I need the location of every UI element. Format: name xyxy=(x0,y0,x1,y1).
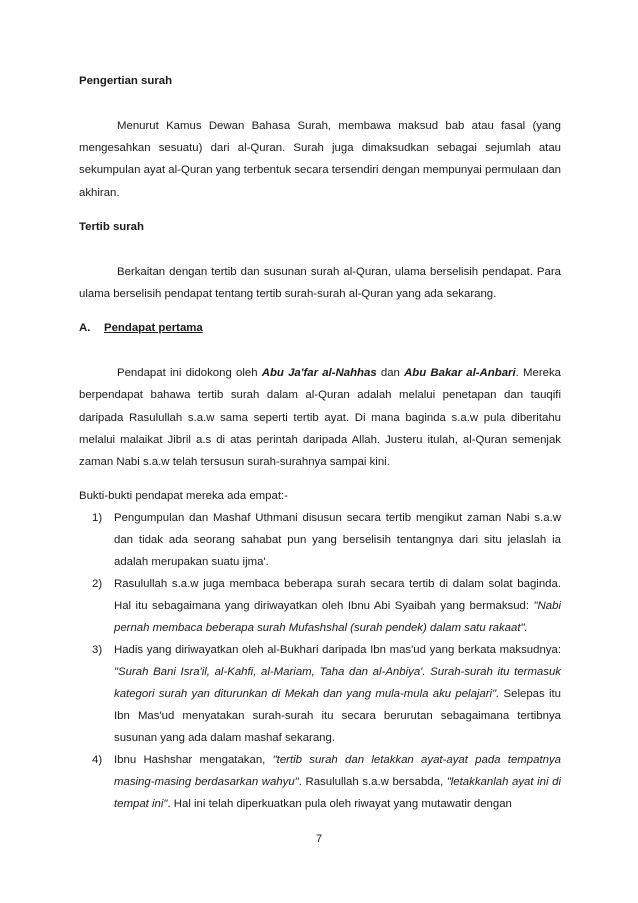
bukti-intro: Bukti-bukti pendapat mereka ada empat:- xyxy=(79,490,288,503)
text-run: . Mereka berpendapat bahawa tertib surah dalam al-Quran adalah melalui penetapan dan tauqifi daripada Rasulullah s.a.w sama seperti tertib ayat. Di mana baginda s.a.w pula diberitahu melalui malaikat Jibril a.s di atas perintah daripada Allah. Justeru itulah, al-Quran semenjak zaman Nabi s.a.w telah tersusun surah-surahnya sampai kini. xyxy=(79,367,561,469)
list-item xyxy=(79,749,561,815)
list-item-text xyxy=(114,573,561,639)
document-page xyxy=(79,70,561,815)
scholar-name-nahhas: Abu Ja'far al-Nahhas xyxy=(261,367,377,380)
section-pengertian xyxy=(79,70,561,204)
section-bukti xyxy=(79,485,561,815)
list-number: 3) xyxy=(92,644,103,657)
list-item-text xyxy=(114,639,561,749)
section-tertib xyxy=(79,216,561,305)
section-marker: A. xyxy=(79,322,91,335)
heading-tertib-surah: Tertib surah xyxy=(79,220,144,233)
list-item-text: Pengumpulan dan Mashaf Uthmani disusun secara tertib mengikut zaman Nabi s.a.w dan tidak ada seorang sahabat pun yang berselisih tentangnya dari situ jelaslah ia adalah merupakan suatu ijma'. xyxy=(114,512,561,569)
paragraph-tertib: Berkaitan dengan tertib dan susunan surah al-Quran, ulama berselisih pendapat. Para ulama berselisih pendapat tentang tertib surah-surah al-Quran yang ada sekarang. xyxy=(79,265,561,301)
list-item xyxy=(79,639,561,749)
quote: "letakkanlah ayat ini di tempat ini" xyxy=(114,776,561,811)
bukti-list xyxy=(79,507,561,815)
section-pendapat-pertama xyxy=(79,317,561,473)
quote: "tertib surah dan letakkan ayat-ayat pada tempatnya masing-masing berdasarkan wahyu" xyxy=(114,754,561,789)
page-number: 7 xyxy=(315,833,323,845)
text-run: Hadis yang diriwayatkan oleh al-Bukhari daripada Ibn mas'ud yang berkata maksudnya: xyxy=(114,644,561,657)
paragraph-pengertian: Menurut Kamus Dewan Bahasa Surah, membawa maksud bab atau fasal (yang mengesahkan sesuatu) dari al-Quran. Surah juga dimaksudkan sebagai sejumlah atau sekumpulan ayat al-Quran yang terbentuk secara tersendiri dengan mempunyai permulaan dan akhiran. xyxy=(79,120,561,199)
section-title: Pendapat pertama xyxy=(104,322,203,335)
quote: "Nabi pernah membaca beberapa surah Mufashshal (surah pendek) dalam satu rakaat". xyxy=(114,600,561,635)
list-item xyxy=(79,573,561,639)
heading-pengertian-surah: Pengertian surah xyxy=(79,75,173,87)
quote: "Surah Bani Isra'il, al-Kahfi, al-Mariam, Taha dan al-Anbiya'. Surah-surah itu termasuk kategori surah yan diturunkan di Mekah dan yang mula-mula aku pelajari". xyxy=(114,666,561,701)
text-run: dan xyxy=(376,367,405,380)
scholar-name-anbari: Abu Bakar al-Anbari xyxy=(404,367,516,380)
paragraph-pendapat-pertama xyxy=(79,362,561,473)
text-run: Rasulullah s.a.w juga membaca beberapa surah secara tertib di dalam solat baginda. Hal itu sebagaimana yang diriwayatkan oleh Ibnu Abi Syaibah yang bermaksud: xyxy=(114,578,561,613)
list-number: 1) xyxy=(92,512,103,525)
text-run: Pendapat ini didokong oleh xyxy=(117,367,262,380)
text-run: Selepas itu Ibn Mas'ud menyatakan surah-surah itu secara berurutan sebagaimana tertibnya susunan yang ada dalam mashaf sekarang. xyxy=(114,688,561,745)
text-run: Ibnu Hashshar mengatakan, xyxy=(114,754,273,767)
list-number: 2) xyxy=(92,578,103,591)
text-run: . Hal ini telah diperkuatkan pula oleh riwayat yang mutawatir dengan xyxy=(167,798,512,811)
heading-pendapat-pertama xyxy=(79,317,561,339)
list-item xyxy=(79,507,561,573)
text-run: . Rasulullah s.a.w bersabda, xyxy=(298,776,447,789)
list-number: 4) xyxy=(92,754,103,767)
list-item-text xyxy=(114,749,561,815)
